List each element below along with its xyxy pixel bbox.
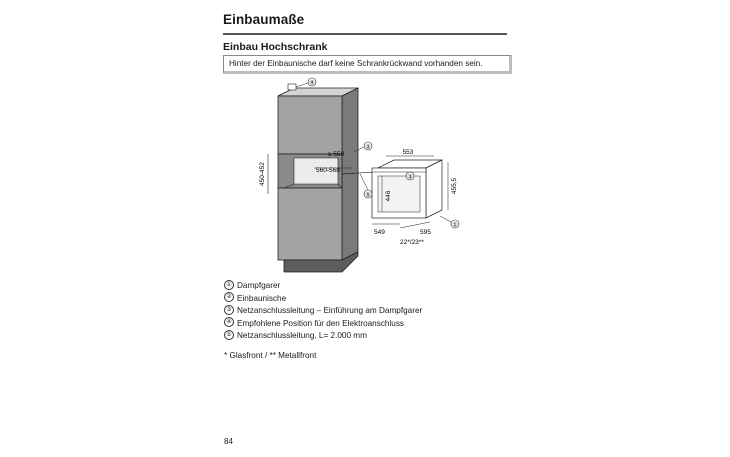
dim-niche-height: 450-452 [259, 162, 266, 186]
section-title: Einbau Hochschrank [223, 41, 328, 53]
dim-device-depth: 553 [402, 149, 414, 156]
installation-diagram [250, 76, 480, 276]
dim-front-depth: 22*/23** [400, 239, 424, 246]
electrical-box [288, 84, 296, 90]
svg-text:④: ④ [309, 80, 315, 87]
legend-item: ③ Netzanschlussleitung – Einführung am Dampfgarer [224, 305, 422, 317]
steam-oven [372, 160, 442, 218]
footnote: * Glasfront / ** Metallfront [224, 351, 317, 360]
svg-text:②: ② [365, 144, 371, 151]
page-title: Einbaumaße [223, 12, 305, 27]
legend-item: ② Einbaunische [224, 293, 286, 305]
svg-text:①: ① [452, 222, 458, 229]
legend-item: ① Dampfgarer [224, 280, 280, 292]
dim-device-width-bottom: 549 [374, 229, 385, 236]
dim-device-width-front: 595 [420, 229, 431, 236]
dim-front-height: 446 [385, 190, 392, 202]
title-divider [223, 33, 507, 35]
legend-item: ⑤ Netzanschlussleitung, L= 2.000 mm [224, 330, 367, 342]
page-number: 84 [224, 437, 233, 446]
dim-device-height: 455,5 [451, 177, 458, 195]
svg-text:⑤: ⑤ [365, 192, 371, 199]
note-box: Hinter der Einbaunische darf keine Schrankrückwand vorhanden sein. [223, 55, 512, 74]
dim-niche-depth: ≥ 550 [328, 151, 345, 158]
dim-niche-width: 560-568 [316, 167, 340, 174]
svg-text:③: ③ [407, 174, 413, 181]
legend-item: ④ Empfohlene Position für den Elektroanschluss [224, 318, 404, 330]
